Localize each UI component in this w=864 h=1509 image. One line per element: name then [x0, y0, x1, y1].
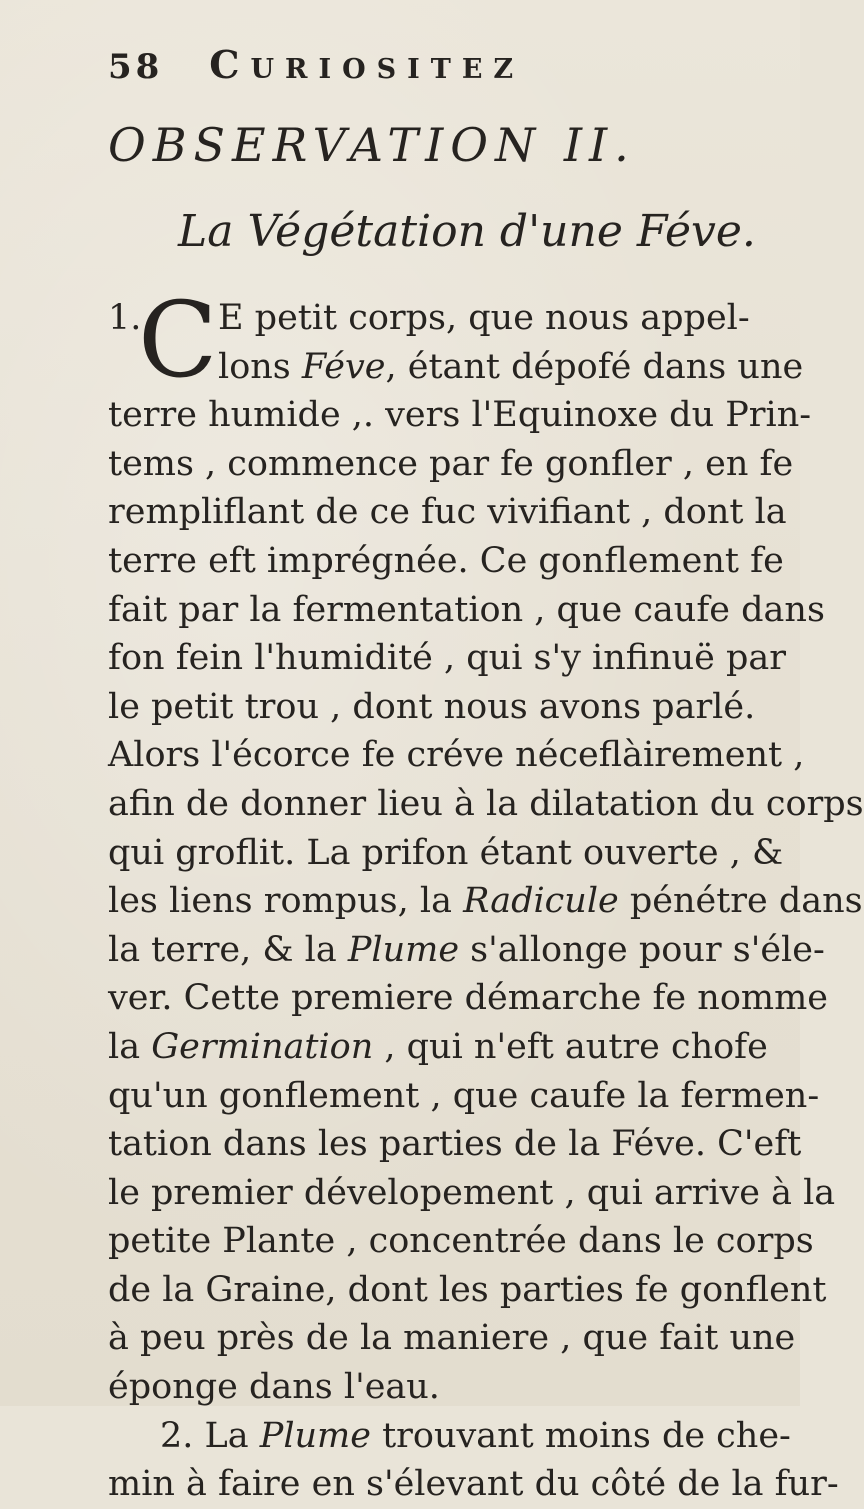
line-segment: tems , commence par fe gonfler , en fe — [108, 443, 794, 484]
text-line — [108, 1314, 796, 1363]
text-line — [108, 780, 864, 829]
line-segment: min à faire en s'élevant du côté de la fur- — [108, 1464, 839, 1505]
italic-term: Plume — [347, 929, 460, 970]
paragraph-2 — [108, 1412, 839, 1509]
line-segment: ver. Cette premiere démarche fe nomme — [108, 978, 828, 1019]
line-segment: s'allonge pour s'éle- — [459, 929, 825, 970]
text-line — [108, 1023, 768, 1072]
line-segment: afin de donner lieu à la dilatation du corps — [108, 783, 864, 824]
text-line — [108, 1460, 839, 1509]
text-line — [108, 1412, 791, 1461]
line-segment: fait par la fermentation , que caufe dans — [108, 589, 825, 630]
line-segment: E petit corps, que nous appel- — [218, 298, 750, 338]
text-line — [108, 634, 787, 683]
line-segment: trouvant moins de che- — [370, 1415, 791, 1456]
line-segment: , qui n'eft autre chofe — [373, 1026, 768, 1067]
line-segment: 2. La — [160, 1415, 260, 1456]
line-segment: de la Graine, dont les parties fe gonflent — [108, 1269, 827, 1310]
text-line — [108, 1266, 827, 1315]
drop-cap: C — [138, 279, 218, 401]
line-segment: les liens rompus, la — [108, 881, 464, 922]
running-title: Curiositez — [209, 42, 525, 87]
line-segment: la — [108, 1026, 152, 1067]
italic-term: Plume — [259, 1415, 371, 1456]
line-segment: fon fein l'humidité , qui s'y infinuë par — [108, 638, 787, 679]
text-line — [108, 683, 756, 732]
observation-heading: OBSERVATION II. — [108, 118, 636, 172]
line-segment: terre humide ,. vers l'Equinoxe du Prin- — [108, 395, 812, 436]
line-segment: terre eft imprégnée. Ce gonflement fe — [108, 540, 784, 581]
text-line — [108, 440, 794, 489]
line-segment: Alors l'écorce fe créve néceflàirement , — [108, 735, 805, 776]
paragraph-1 — [108, 279, 864, 1412]
text-line — [108, 1072, 820, 1121]
line-segment: qui groflit. La prifon étant ouverte , & — [108, 832, 784, 873]
text-line — [108, 829, 784, 878]
line-segment: rempliflant de ce fuc vivifiant , dont la — [108, 492, 787, 533]
text-line — [108, 537, 784, 586]
paragraph-1-lines — [108, 294, 864, 1412]
text-line — [108, 926, 825, 975]
drop-cap-block — [108, 279, 218, 401]
text-line — [108, 731, 805, 780]
line-segment: à peu près de la maniere , que fait une — [108, 1318, 796, 1359]
text-line — [108, 877, 863, 926]
italic-term: Féve — [301, 346, 386, 387]
line-segment: , étant dépofé dans une — [385, 346, 804, 387]
section-subtitle: La Végétation d'une Féve. — [178, 206, 756, 257]
text-line — [108, 586, 825, 635]
line-segment: qu'un gonflement , que caufe la fermen- — [108, 1075, 820, 1116]
text-line — [108, 1217, 814, 1266]
italic-term: Germination — [151, 1026, 374, 1067]
line-segment: tation dans les parties de la Féve. C'eft — [108, 1124, 802, 1165]
running-head — [108, 42, 708, 90]
text-line — [108, 488, 787, 537]
paragraph-number: 1. — [108, 298, 142, 338]
line-segment: le petit trou , dont nous avons parlé. — [108, 686, 756, 727]
text-line — [108, 1363, 708, 1412]
text-line — [108, 1169, 836, 1218]
line-segment: la terre, & la — [108, 929, 348, 970]
body-text — [108, 279, 864, 1509]
line-segment: petite Plante , concentrée dans le corps — [108, 1221, 814, 1262]
line-segment: lons — [218, 346, 302, 387]
line-segment: pénétre dans — [618, 881, 863, 922]
line-segment: le premier dévelopement , qui arrive à la — [108, 1172, 836, 1213]
page-number: 58 — [108, 47, 164, 87]
italic-term: Radicule — [463, 881, 619, 922]
text-line — [108, 1120, 802, 1169]
text-line — [108, 974, 828, 1023]
line-segment: éponge dans l'eau. — [108, 1367, 440, 1408]
